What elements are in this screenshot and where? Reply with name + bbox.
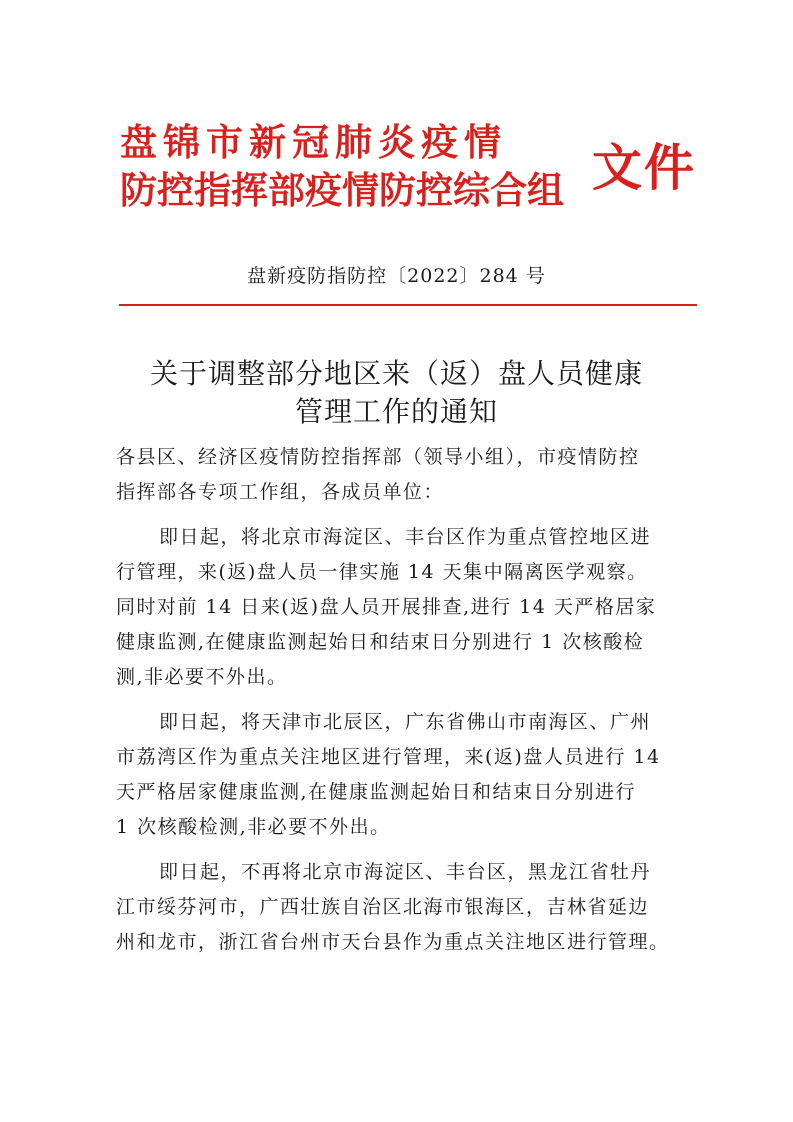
red-divider	[119, 304, 697, 306]
paragraph-line: 1 次核酸检测,非必要不外出。	[116, 816, 391, 838]
org-name-line-1: 盘锦市新冠肺炎疫情	[120, 120, 507, 164]
document-header-suffix: 文件	[592, 138, 696, 197]
document-title	[0, 355, 793, 431]
paragraph-line: 测,非必要不外出。	[116, 666, 288, 688]
salutation-line: 各县区、经济区疫情防控指挥部（领导小组），市疫情防控	[116, 446, 640, 468]
paragraph-line: 同时对前 14 日来(返)盘人员开展排查,进行 14 天严格居家	[116, 596, 657, 618]
paragraph-line: 即日起，将天津市北辰区，广东省佛山市南海区、广州	[159, 711, 652, 733]
title-line-2: 管理工作的通知	[294, 395, 498, 428]
salutation-line: 指挥部各专项工作组，各成员单位：	[116, 481, 445, 503]
paragraph-line: 州和龙市，浙江省台州市天台县作为重点关注地区进行管理。	[116, 931, 670, 953]
paragraph-2	[116, 705, 686, 845]
title-line-1: 关于调整部分地区来（返）盘人员健康	[149, 357, 643, 390]
document-body	[116, 440, 686, 970]
paragraph-line: 即日起，将北京市海淀区、丰台区作为重点管控地区进	[159, 526, 652, 548]
document-number: 盘新疫防指防控〔2022〕284 号	[247, 265, 546, 287]
salutation	[116, 440, 686, 510]
issuing-organization	[120, 118, 590, 214]
paragraph-1	[116, 520, 686, 695]
document-header	[120, 118, 696, 218]
paragraph-line: 天严格居家健康监测,在健康监测起始日和结束日分别进行	[116, 781, 637, 803]
paragraph-line: 行管理，来(返)盘人员一律实施 14 天集中隔离医学观察。	[116, 561, 648, 583]
paragraph-line: 即日起，不再将北京市海淀区、丰台区，黑龙江省牡丹	[159, 861, 652, 883]
paragraph-line: 江市绥芬河市，广西壮族自治区北海市银海区，吉林省延边	[116, 896, 650, 918]
paragraph-line: 健康监测,在健康监测起始日和结束日分别进行 1 次核酸检	[116, 631, 645, 653]
paragraph-3	[116, 855, 686, 960]
org-name-line-2: 防控指挥部疫情防控综合组	[120, 168, 564, 212]
paragraph-line: 市荔湾区作为重点关注地区进行管理，来(返)盘人员进行 14	[116, 746, 661, 768]
